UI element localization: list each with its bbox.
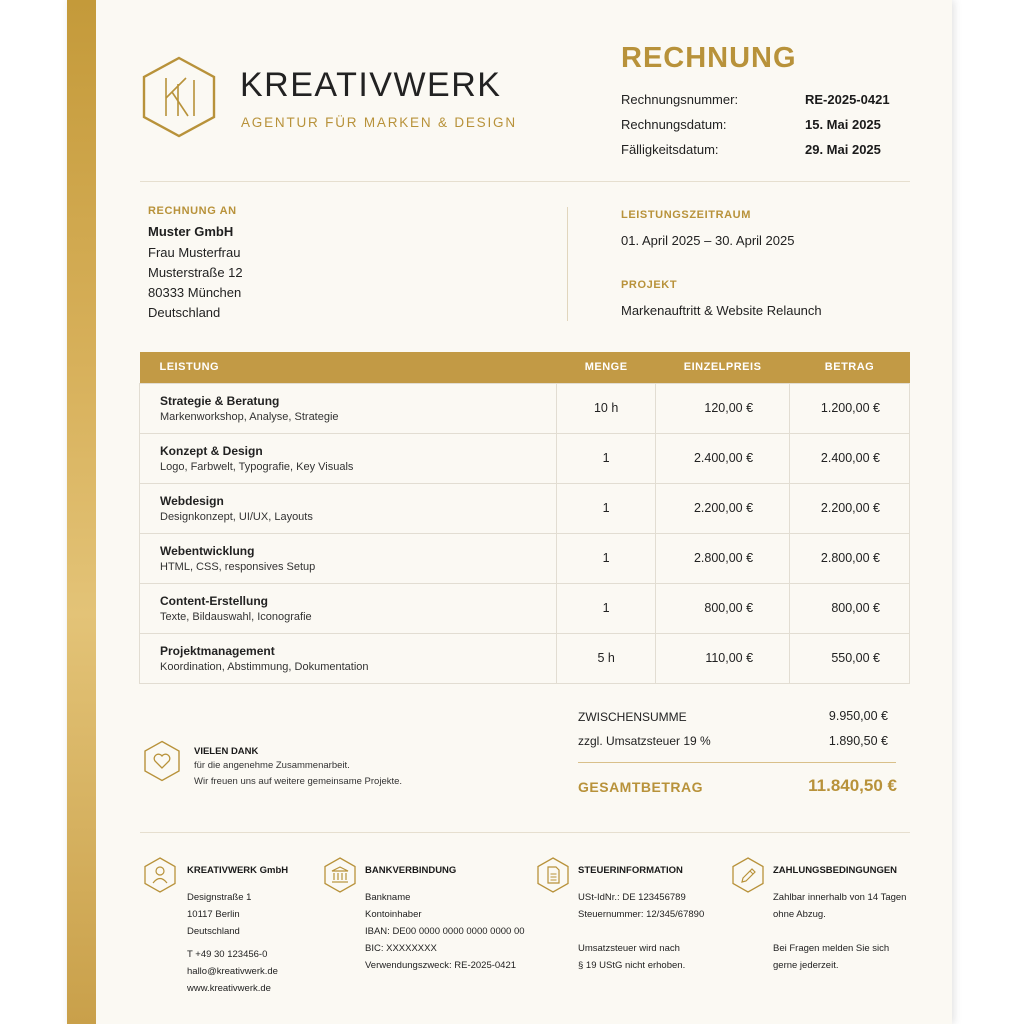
table-row [140, 583, 910, 633]
tax-value: 1.890,50 € [828, 734, 888, 748]
footer-line: Bankname [365, 892, 411, 903]
recipient-address-line: 80333 München [148, 285, 242, 300]
item-amount: 550,00 € [790, 633, 910, 683]
heart-icon [143, 740, 181, 782]
footer-company-address [187, 889, 278, 997]
item-description [140, 533, 557, 583]
item-description [140, 433, 557, 483]
recipient-address-line: Musterstraße 12 [148, 265, 243, 280]
item-title: Webentwicklung [160, 543, 255, 558]
item-unit-price: 120,00 € [656, 383, 790, 433]
item-title: Webdesign [160, 493, 224, 508]
recipient-company: Muster GmbH [148, 224, 234, 239]
item-description [140, 583, 557, 633]
item-unit-price: 800,00 € [656, 583, 790, 633]
thanks-line: für die angenehme Zusammenarbeit. [194, 760, 350, 771]
item-unit-price: 2.800,00 € [656, 533, 790, 583]
footer-line: gerne jederzeit. [773, 960, 839, 971]
item-title: Strategie & Beratung [160, 393, 280, 408]
brand-name: KREATIVWERK [240, 66, 502, 104]
table-row [140, 383, 910, 433]
thanks-text [194, 758, 402, 790]
subtotal-label: ZWISCHENSUMME [578, 710, 687, 724]
invoice-number: RE-2025-0421 [805, 92, 890, 107]
footer-company-title: KREATIVWERK GmbH [187, 865, 289, 876]
table-row [140, 633, 910, 683]
tax-label: zzgl. Umsatzsteuer 19 % [578, 734, 711, 748]
footer-line: Deutschland [187, 926, 240, 937]
invoice-title: RECHNUNG [621, 42, 797, 74]
item-quantity: 1 [557, 583, 656, 633]
footer-line: Umsatzsteuer wird nach [578, 943, 680, 954]
footer-line: ohne Abzug. [773, 909, 826, 920]
grand-total-value: 11.840,50 € [808, 776, 897, 795]
item-quantity: 1 [557, 483, 656, 533]
item-quantity: 1 [557, 433, 656, 483]
recipient-address-line: Deutschland [148, 305, 221, 320]
footer-line: 10117 Berlin [187, 909, 240, 920]
item-subtitle: Markenworkshop, Analyse, Strategie [160, 410, 339, 423]
table-row [140, 433, 910, 483]
item-title: Content-Erstellung [160, 593, 268, 608]
footer-line: USt-IdNr.: DE 123456789 [578, 892, 686, 903]
document-icon [537, 857, 569, 893]
header-einzelpreis: EINZELPREIS [656, 352, 790, 383]
item-quantity: 1 [557, 533, 656, 583]
item-subtitle: Texte, Bildauswahl, Iconografie [160, 610, 312, 623]
table-row [140, 533, 910, 583]
item-unit-price: 2.200,00 € [656, 483, 790, 533]
bank-icon [324, 857, 356, 893]
item-description [140, 633, 557, 683]
header-leistung: LEISTUNG [140, 352, 557, 383]
item-subtitle: Designkonzept, UI/UX, Layouts [160, 510, 313, 523]
item-quantity: 5 h [557, 633, 656, 683]
footer-divider [140, 832, 910, 833]
table-header-row [140, 352, 910, 383]
pen-icon [732, 857, 764, 893]
header-betrag: BETRAG [790, 352, 910, 383]
header-divider [140, 181, 910, 182]
info-vertical-divider [567, 207, 568, 321]
footer-email: hallo@kreativwerk.de [187, 966, 278, 977]
thanks-title: VIELEN DANK [194, 746, 259, 757]
recipient-address [148, 243, 243, 323]
table-row [140, 483, 910, 533]
period-label: LEISTUNGSZEITRAUM [621, 209, 751, 221]
subtotal-value: 9.950,00 € [828, 709, 888, 723]
footer-payment-terms [773, 889, 906, 974]
item-amount: 2.800,00 € [790, 533, 910, 583]
item-description [140, 483, 557, 533]
item-quantity: 10 h [557, 383, 656, 433]
invoice-date: 15. Mai 2025 [805, 117, 881, 132]
item-unit-price: 2.400,00 € [656, 433, 790, 483]
item-subtitle: Logo, Farbwelt, Typografie, Key Visuals [160, 460, 354, 473]
footer-bank-details [365, 889, 525, 974]
footer-line: Zahlbar innerhalb von 14 Tagen [773, 892, 907, 903]
invoice-date-label: Rechnungsdatum: [621, 117, 727, 132]
line-items-table [139, 352, 910, 684]
header-menge: MENGE [557, 352, 656, 383]
gold-side-bar [67, 0, 96, 1024]
period-value: 01. April 2025 – 30. April 2025 [621, 233, 795, 248]
item-title: Projektmanagement [160, 643, 275, 658]
item-amount: 2.200,00 € [790, 483, 910, 533]
footer-line: BIC: XXXXXXXX [365, 943, 437, 954]
item-description [140, 383, 557, 433]
footer-line: IBAN: DE00 0000 0000 0000 0000 00 [365, 926, 525, 937]
totals-divider [578, 762, 896, 763]
footer-phone: T +49 30 123456-0 [187, 949, 268, 960]
footer-line: Verwendungszweck: RE-2025-0421 [365, 960, 517, 971]
project-label: PROJEKT [621, 279, 678, 291]
invoice-number-label: Rechnungsnummer: [621, 92, 739, 107]
recipient-label: RECHNUNG AN [148, 205, 237, 217]
item-title: Konzept & Design [160, 443, 263, 458]
footer-tax-details [578, 889, 704, 974]
footer-line: Kontoinhaber [365, 909, 422, 920]
item-amount: 1.200,00 € [790, 383, 910, 433]
invoice-due-date: 29. Mai 2025 [805, 142, 881, 157]
footer-line: § 19 UStG nicht erhoben. [578, 960, 686, 971]
footer-line: Designstraße 1 [187, 892, 252, 903]
footer-tax-title: STEUERINFORMATION [578, 865, 683, 876]
person-icon [144, 857, 176, 893]
item-unit-price: 110,00 € [656, 633, 790, 683]
grand-total-label: GESAMTBETRAG [578, 779, 703, 795]
footer-payment-title: ZAHLUNGSBEDINGUNGEN [773, 865, 898, 876]
brand-tagline: AGENTUR FÜR MARKEN & DESIGN [241, 115, 517, 130]
item-subtitle: HTML, CSS, responsives Setup [160, 560, 316, 573]
kw-logo-icon [142, 56, 216, 138]
item-amount: 2.400,00 € [790, 433, 910, 483]
footer-website: www.kreativwerk.de [187, 983, 271, 994]
item-amount: 800,00 € [790, 583, 910, 633]
footer-line: Bei Fragen melden Sie sich [773, 943, 890, 954]
footer-line: Steuernummer: 12/345/67890 [578, 909, 705, 920]
thanks-line: Wir freuen uns auf weitere gemeinsame Projekte. [194, 776, 403, 787]
project-value: Markenauftritt & Website Relaunch [621, 303, 822, 318]
footer-bank-title: BANKVERBINDUNG [365, 865, 457, 876]
invoice-due-label: Fälligkeitsdatum: [621, 142, 719, 157]
recipient-address-line: Frau Musterfrau [148, 245, 241, 260]
item-subtitle: Koordination, Abstimmung, Dokumentation [160, 660, 369, 673]
